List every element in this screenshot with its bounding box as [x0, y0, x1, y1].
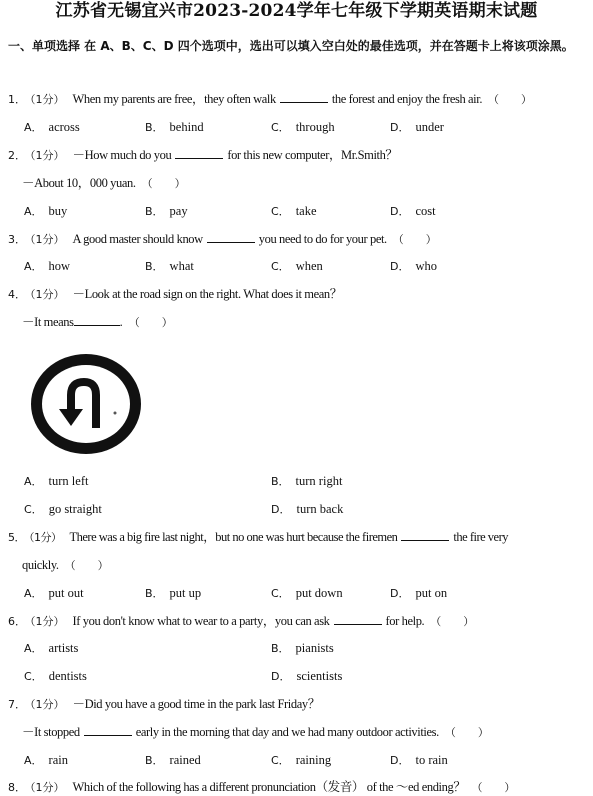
answer-paren: （ ）: [141, 177, 186, 190]
option-a: A． put out: [24, 586, 84, 600]
question-stem: －How much do you: [72, 148, 172, 162]
question-stem: －Did you have a good time in the park last Friday？: [72, 697, 320, 711]
question-5-cont: quickly. （ ）: [22, 558, 109, 572]
question-stem: Which of the following has a different pronunciation（发音） of the ～ed ending？: [72, 780, 466, 794]
option-c: C． through: [271, 120, 335, 134]
question-stem: A good master should know: [72, 232, 203, 246]
question-5: [8, 529, 508, 546]
option-b: B． put up: [145, 586, 202, 600]
option-a: A． across: [24, 120, 80, 134]
question-3: [8, 231, 437, 248]
answer-blank: [280, 91, 328, 103]
question-number: 6．: [8, 615, 26, 628]
option-a: A． artists: [24, 641, 79, 655]
answer-paren: （ ）: [392, 233, 437, 246]
option-d: D． under: [390, 120, 444, 134]
question-score: （1分）: [30, 615, 65, 628]
question-score: （1分）: [30, 698, 65, 711]
u-turn-road-sign-icon: [28, 352, 144, 456]
option-b: B． what: [145, 259, 194, 273]
option-b: B． turn right: [271, 474, 343, 488]
question-2-reply: －About 10，000 yuan. （ ）: [22, 176, 186, 190]
option-b: B． behind: [145, 120, 204, 134]
option-d: D． cost: [390, 204, 436, 218]
question-7: [8, 696, 320, 713]
question-number: 4．: [8, 288, 26, 301]
question-7-reply: －It stopped early in the morning that day and we had many outdoor activities. （ ）: [22, 725, 489, 739]
answer-paren: （ ）: [444, 726, 489, 739]
option-c: C． dentists: [24, 669, 87, 683]
answer-paren: （ ）: [488, 93, 533, 106]
option-c: C． go straight: [24, 502, 102, 516]
question-score: （1分）: [30, 233, 65, 246]
question-stem: for this new computer，Mr.Smith？: [227, 148, 398, 162]
question-stem: －Look at the road sign on the right. What does it mean？: [72, 287, 342, 301]
question-score: （1分）: [30, 93, 65, 106]
question-2: [8, 147, 398, 164]
section-heading: 一、单项选择 在 A、B、C、D 四个选项中，选出可以填入空白处的最佳选项，并在答题卡上将该项涂黑。: [8, 39, 574, 53]
question-score: （1分）: [29, 531, 62, 544]
question-number: 7．: [8, 698, 26, 711]
question-number: 2．: [8, 149, 26, 162]
question-stem: you need to do for your pet.: [258, 232, 387, 246]
answer-blank: [74, 314, 120, 326]
option-d: D． who: [390, 259, 438, 273]
option-b: B． pianists: [271, 641, 334, 655]
question-stem: When my parents are free，they often walk: [72, 92, 276, 106]
question-number: 1．: [8, 93, 26, 106]
question-8: [8, 779, 515, 796]
answer-blank: [175, 147, 223, 159]
question-1: [8, 91, 532, 108]
option-b: B． rained: [145, 753, 201, 767]
option-b: B． pay: [145, 204, 188, 218]
option-a: A． turn left: [24, 474, 89, 488]
answer-blank: [334, 613, 382, 625]
question-number: 3．: [8, 233, 26, 246]
option-c: C． raining: [271, 753, 332, 767]
question-number: 5．: [8, 531, 25, 544]
option-a: A． rain: [24, 753, 68, 767]
question-6: [8, 613, 474, 630]
option-c: C． take: [271, 204, 317, 218]
question-stem: the forest and enjoy the fresh air.: [331, 92, 483, 106]
answer-paren: （ ）: [430, 615, 475, 628]
option-d: D． turn back: [271, 502, 344, 516]
option-a: A． buy: [24, 204, 68, 218]
question-score: （1分）: [30, 781, 65, 794]
answer-blank: [84, 724, 132, 736]
answer-blank: [207, 231, 255, 243]
option-c: C． when: [271, 259, 323, 273]
answer-paren: （ ）: [471, 781, 516, 794]
option-a: A． how: [24, 259, 71, 273]
option-d: D． put on: [390, 586, 448, 600]
question-score: （1分）: [30, 288, 65, 301]
answer-blank: [401, 529, 449, 541]
option-c: C． put down: [271, 586, 343, 600]
question-stem: If you don't know what to wear to a party，you can ask: [72, 614, 330, 628]
question-stem: for help.: [385, 614, 425, 628]
question-4: [8, 286, 342, 303]
question-4-reply: －It means . （ ）: [22, 315, 173, 329]
question-number: 8．: [8, 781, 26, 794]
answer-paren: （ ）: [128, 316, 173, 329]
page-title: 江苏省无锡宜兴市2023-2024学年七年级下学期英语期末试题: [55, 1, 538, 21]
answer-paren: （ ）: [64, 559, 109, 572]
option-d: D． to rain: [390, 753, 448, 767]
question-score: （1分）: [30, 149, 65, 162]
question-stem: There was a big fire last night，but no one was hurt because the firemen: [69, 530, 398, 544]
option-d: D． scientists: [271, 669, 343, 683]
question-stem: the fire very: [453, 530, 508, 544]
